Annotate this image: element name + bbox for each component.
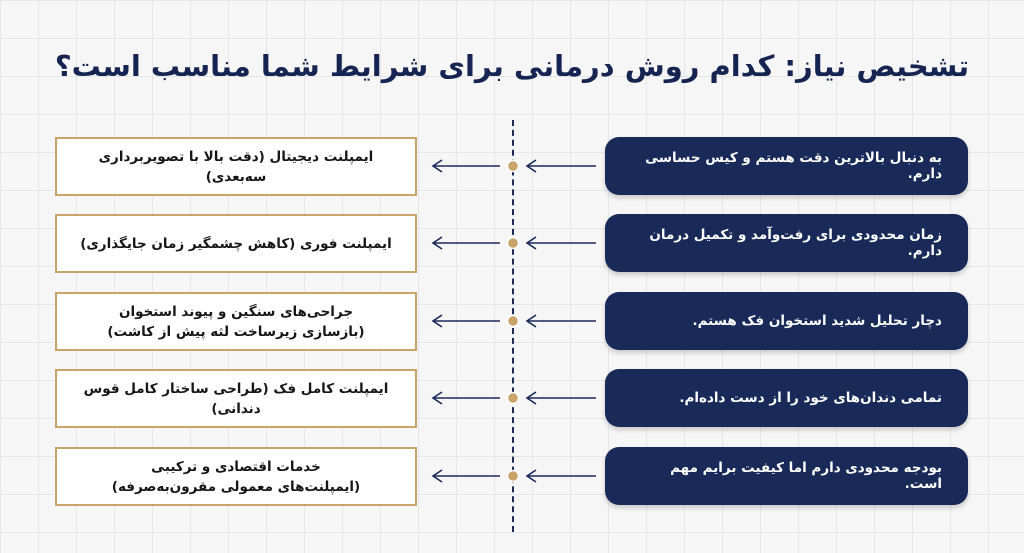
patient-condition-box: به دنبال بالاترین دقت هستم و کیس حساسی دارم. — [605, 137, 968, 195]
treatment-option-box: ایمپلنت دیجیتال (دقت بالا با تصویربرداری سه‌بعدی) — [55, 137, 417, 196]
patient-condition-box: دچار تحلیل شدید استخوان فک هستم. — [605, 292, 968, 350]
treatment-option-box: ایمپلنت کامل فک (طراحی ساختار کامل قوس دندانی) — [55, 369, 417, 428]
patient-condition-box: زمان محدودی برای رفت‌وآمد و تکمیل درمان دارم. — [605, 214, 968, 272]
patient-condition-box: تمامی دندان‌های خود را از دست داده‌ام. — [605, 369, 968, 427]
page-title: تشخیص نیاز: کدام روش درمانی برای شرایط شما مناسب است؟ — [54, 49, 970, 83]
treatment-option-box: ایمپلنت فوری (کاهش چشمگیر زمان جایگذاری) — [55, 214, 417, 273]
treatment-option-box: جراحی‌های سنگین و پیوند استخوان (بازسازی زیرساخت لثه پیش از کاشت) — [55, 292, 417, 351]
patient-condition-box: بودجه محدودی دارم اما کیفیت برایم مهم است. — [605, 447, 968, 505]
treatment-option-box: خدمات اقتصادی و ترکیبی (ایمپلنت‌های معمولی مقرون‌به‌صرفه) — [55, 447, 417, 506]
